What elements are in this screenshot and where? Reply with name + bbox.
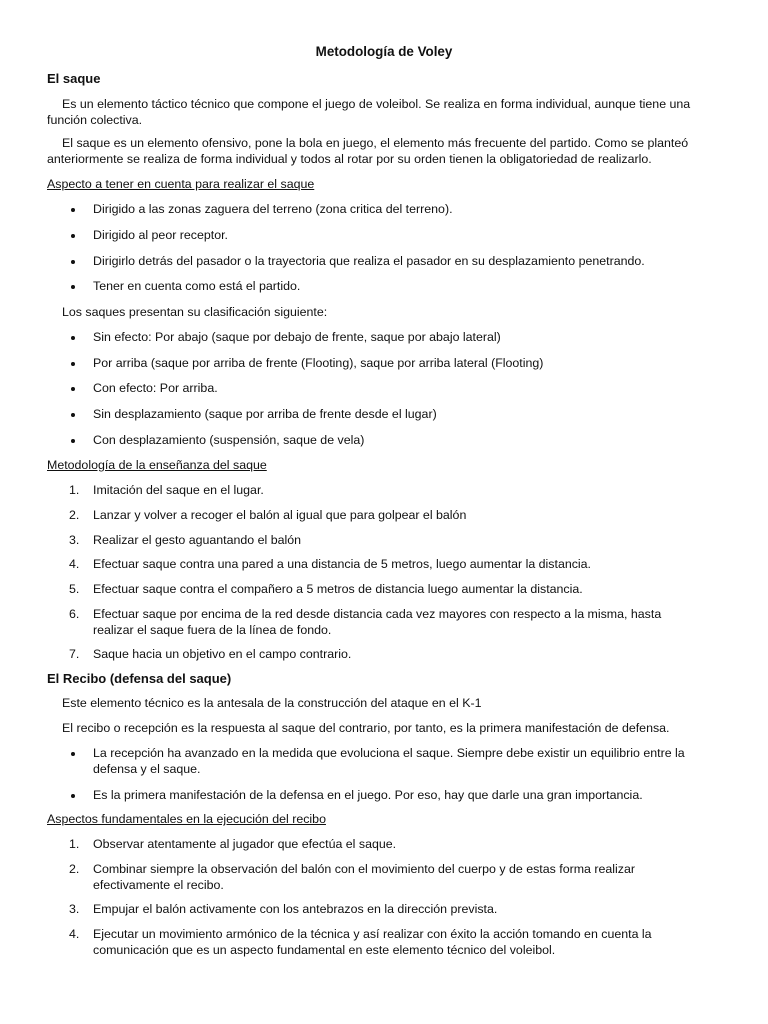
item-text: Realizar el gesto aguantando el balón — [93, 533, 302, 547]
list-item-text: Sin efecto: Por abajo (saque por debajo de frente, saque por abajo lateral) — [93, 330, 501, 344]
item-number: 3. — [69, 533, 80, 547]
recibo-paragraph-1: Este elemento técnico es la antesala de la construcción del ataque en el K-1 — [62, 696, 482, 710]
bullet-icon — [71, 208, 75, 212]
item-number: 4. — [69, 927, 80, 941]
item-text: Saque hacia un objetivo en el campo contrario. — [93, 647, 352, 661]
list-item-text: Con desplazamiento (suspensión, saque de vela) — [93, 433, 365, 447]
section-heading-recibo: El Recibo (defensa del saque) — [47, 671, 232, 686]
bullet-icon — [71, 362, 75, 366]
list-item-line: defensa y el saque. — [93, 761, 201, 776]
paragraph-line: El saque es un elemento ofensivo, pone la bola en juego, el elemento más frecuente del partido. Como se planteó — [62, 136, 689, 150]
item-number: 7. — [69, 647, 80, 661]
item-text-line: comunicación que es un aspecto fundamental en este elemento técnico del voleibol. — [93, 942, 556, 957]
list-item-text: Dirigido a las zonas zaguera del terreno (zona critica del terreno). — [93, 202, 453, 216]
item-text-line: Efectuar saque por encima de la red desde distancia cada vez mayores con respecto a la misma, hasta — [93, 607, 662, 621]
saque-paragraph-1 — [47, 97, 723, 128]
item-text: Efectuar saque contra una pared a una distancia de 5 metros, luego aumentar la distancia. — [93, 557, 592, 571]
item-text-line: efectivamente el recibo. — [93, 877, 224, 892]
list-item-text: Dirigido al peor receptor. — [93, 228, 228, 242]
list-item-text — [93, 746, 723, 777]
subheading-aspectos-saque: Aspecto a tener en cuenta para realizar el saque — [47, 177, 315, 191]
item-number: 3. — [69, 902, 80, 916]
paragraph-line: Es un elemento táctico técnico que compone el juego de voleibol. Se realiza en forma individual, aunque tiene una — [62, 97, 691, 111]
item-number: 5. — [69, 582, 80, 596]
clasificacion-intro: Los saques presentan su clasificación siguiente: — [62, 305, 328, 319]
list-item-text: Por arriba (saque por arriba de frente (Flooting), saque por arriba lateral (Flooting) — [93, 356, 544, 370]
bullet-icon — [71, 285, 75, 289]
bullet-icon — [71, 413, 75, 417]
item-text: Empujar el balón activamente con los antebrazos en la dirección prevista. — [93, 902, 498, 916]
list-item-text: Es la primera manifestación de la defensa en el juego. Por eso, hay que darle una gran importancia. — [93, 788, 643, 802]
subheading-aspectos-recibo: Aspectos fundamentales en la ejecución del recibo — [47, 812, 326, 826]
bullet-icon — [71, 260, 75, 264]
item-number: 1. — [69, 483, 80, 497]
item-number: 2. — [69, 862, 80, 876]
saque-paragraph-2 — [47, 136, 723, 167]
bullet-icon — [71, 234, 75, 238]
paragraph-line: anteriormente se realiza de forma individual y todos al rotar por su orden tienen la obligatoriedad de realizarlo. — [47, 151, 652, 166]
section-heading-saque: El saque — [47, 71, 101, 86]
item-text — [93, 927, 723, 958]
item-text: Observar atentamente al jugador que efectúa el saque. — [93, 837, 397, 851]
list-item-line: La recepción ha avanzado en la medida que evoluciona el saque. Siempre debe existir un equilibrio entre la — [93, 746, 685, 760]
item-text: Efectuar saque contra el compañero a 5 metros de distancia luego aumentar la distancia. — [93, 582, 583, 596]
bullet-icon — [71, 336, 75, 340]
item-text: Lanzar y volver a recoger el balón al igual que para golpear el balón — [93, 508, 467, 522]
item-text — [93, 607, 723, 638]
item-number: 1. — [69, 837, 80, 851]
item-text — [93, 862, 723, 893]
list-item-text: Tener en cuenta como está el partido. — [93, 279, 301, 293]
bullet-icon — [71, 387, 75, 391]
document-title: Metodología de Voley — [315, 44, 453, 59]
list-item-text: Dirigirlo detrás del pasador o la trayectoria que realiza el pasador en su desplazamiento penetrando. — [93, 254, 645, 268]
item-number: 2. — [69, 508, 80, 522]
recibo-paragraph-2: El recibo o recepción es la respuesta al saque del contrario, por tanto, es la primera manifestación de defensa. — [62, 721, 670, 735]
paragraph-line: función colectiva. — [47, 112, 143, 127]
bullet-icon — [71, 794, 75, 798]
bullet-icon — [71, 752, 75, 756]
list-item-text: Con efecto: Por arriba. — [93, 381, 218, 395]
item-number: 6. — [69, 607, 80, 621]
list-item-text: Sin desplazamiento (saque por arriba de frente desde el lugar) — [93, 407, 437, 421]
item-text: Imitación del saque en el lugar. — [93, 483, 264, 497]
bullet-icon — [71, 439, 75, 443]
item-text-line: Ejecutar un movimiento armónico de la técnica y así realizar con éxito la acción tomando en cuenta la — [93, 927, 652, 941]
item-number: 4. — [69, 557, 80, 571]
item-text-line: realizar el saque fuera de la línea de fondo. — [93, 622, 332, 637]
item-text-line: Combinar siempre la observación del balón con el movimiento del cuerpo y de estas forma realizar — [93, 862, 636, 876]
subheading-metodologia: Metodología de la enseñanza del saque — [47, 458, 267, 472]
